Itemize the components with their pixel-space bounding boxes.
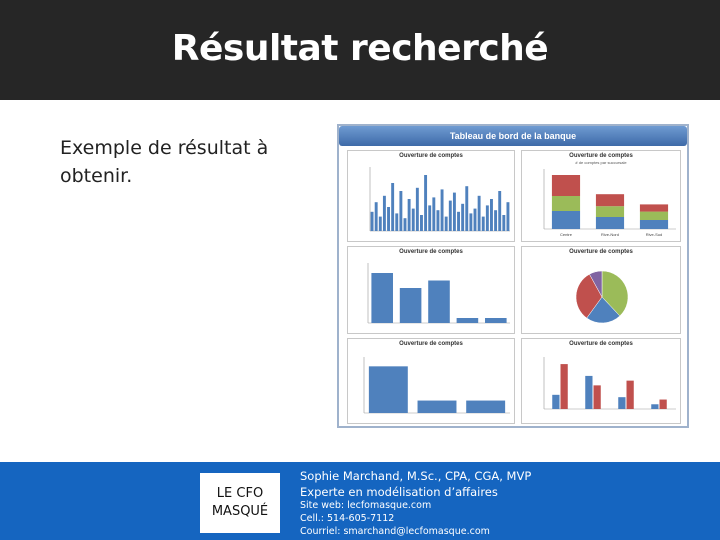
bar [618, 397, 625, 409]
bar [552, 395, 559, 409]
chart-assets [522, 339, 681, 424]
panel-title: Ouverture de comptes [569, 341, 633, 347]
bar [561, 364, 568, 409]
bar [457, 212, 460, 231]
logo-line: LE CFO [216, 486, 264, 501]
panel-title: Ouverture de comptes [399, 249, 463, 255]
panel-title: Ouverture de comptes [399, 341, 463, 347]
stacked-bar-segment [596, 194, 624, 206]
stacked-bar-segment [552, 196, 580, 211]
contact-web[interactable]: Site web: lecfomasque.com [300, 500, 432, 511]
dashboard-header: Tableau de bord de la banque [339, 126, 687, 146]
author-name: Sophie Marchand, M.Sc., CPA, CGA, MVP [300, 469, 532, 483]
panel-title: Ouverture de comptes [569, 153, 633, 159]
bar [585, 376, 592, 409]
bar [449, 201, 452, 231]
bar [498, 191, 501, 231]
bar [651, 404, 658, 409]
bar [416, 188, 419, 231]
bar [391, 183, 394, 231]
title-bar [0, 0, 720, 100]
bar [594, 385, 601, 409]
stacked-bar-segment [596, 206, 624, 217]
chart-branches [522, 151, 681, 242]
bar [369, 366, 408, 413]
bar [379, 217, 382, 231]
bar [412, 209, 415, 231]
bar [383, 196, 386, 231]
bar [399, 191, 402, 231]
bar [465, 186, 468, 231]
panel-balances [347, 246, 515, 334]
bar [482, 217, 485, 231]
bar [395, 213, 398, 231]
bar [478, 196, 481, 231]
panel-subtitle: # de comptes par succursale [575, 160, 627, 165]
bar [420, 215, 423, 231]
chart-reps [348, 339, 515, 424]
bar [445, 217, 448, 231]
bar [506, 202, 509, 231]
bar [436, 210, 439, 231]
bar [404, 218, 407, 231]
bar [387, 207, 390, 231]
bar [660, 400, 667, 409]
bar [474, 209, 477, 231]
cfo-logo [200, 473, 280, 533]
bar [432, 197, 435, 231]
contact-cell: Cell.: 514-605-7112 [300, 513, 395, 524]
stacked-bar-segment [640, 204, 668, 211]
slide-title: Résultat recherché [171, 28, 549, 69]
stacked-bar-segment [552, 175, 580, 196]
tick-label: Rive-Sud [645, 232, 663, 237]
bar [428, 281, 450, 324]
contact-email[interactable]: Courriel: smarchand@lecfomasque.com [300, 526, 490, 537]
bar [461, 204, 464, 231]
stacked-bar-segment [552, 211, 580, 229]
author-role: Experte en modélisation d’affaires [300, 485, 498, 499]
bar [486, 205, 489, 231]
logo-line: MASQUÉ [211, 504, 269, 519]
bar [400, 288, 422, 323]
bar [375, 202, 378, 231]
stacked-bar-segment [596, 217, 624, 229]
panel-title: Ouverture de comptes [569, 249, 633, 255]
chart-balances [348, 247, 515, 334]
bar [453, 193, 456, 231]
stacked-bar-segment [640, 220, 668, 229]
panel-segments [521, 246, 681, 334]
bar [502, 215, 505, 231]
bar [494, 210, 497, 231]
author-block [300, 468, 531, 500]
chart-deposits [348, 151, 515, 242]
dashboard-screenshot [337, 124, 689, 428]
bar [428, 205, 431, 231]
panel-branches [521, 150, 681, 242]
bar [466, 401, 505, 413]
panel-title: Ouverture de comptes [399, 153, 463, 159]
panel-assets [521, 338, 681, 424]
bar [457, 318, 479, 323]
tick-label: Centre [559, 232, 573, 237]
contact-block [300, 499, 490, 538]
bar [441, 189, 444, 231]
bar [424, 175, 427, 231]
bar [371, 273, 393, 323]
tick-label: Rive-Nord [600, 232, 620, 237]
bar [418, 401, 457, 413]
stacked-bar-segment [640, 212, 668, 220]
bar [490, 199, 493, 231]
chart-segments [522, 247, 681, 334]
bar [469, 213, 472, 231]
bar [627, 381, 634, 409]
panel-reps [347, 338, 515, 424]
bar [408, 199, 411, 231]
bar [371, 212, 374, 231]
intro-text: Exemple de résultat à obtenir. [60, 137, 269, 187]
bar [485, 318, 507, 323]
panel-deposits [347, 150, 515, 242]
